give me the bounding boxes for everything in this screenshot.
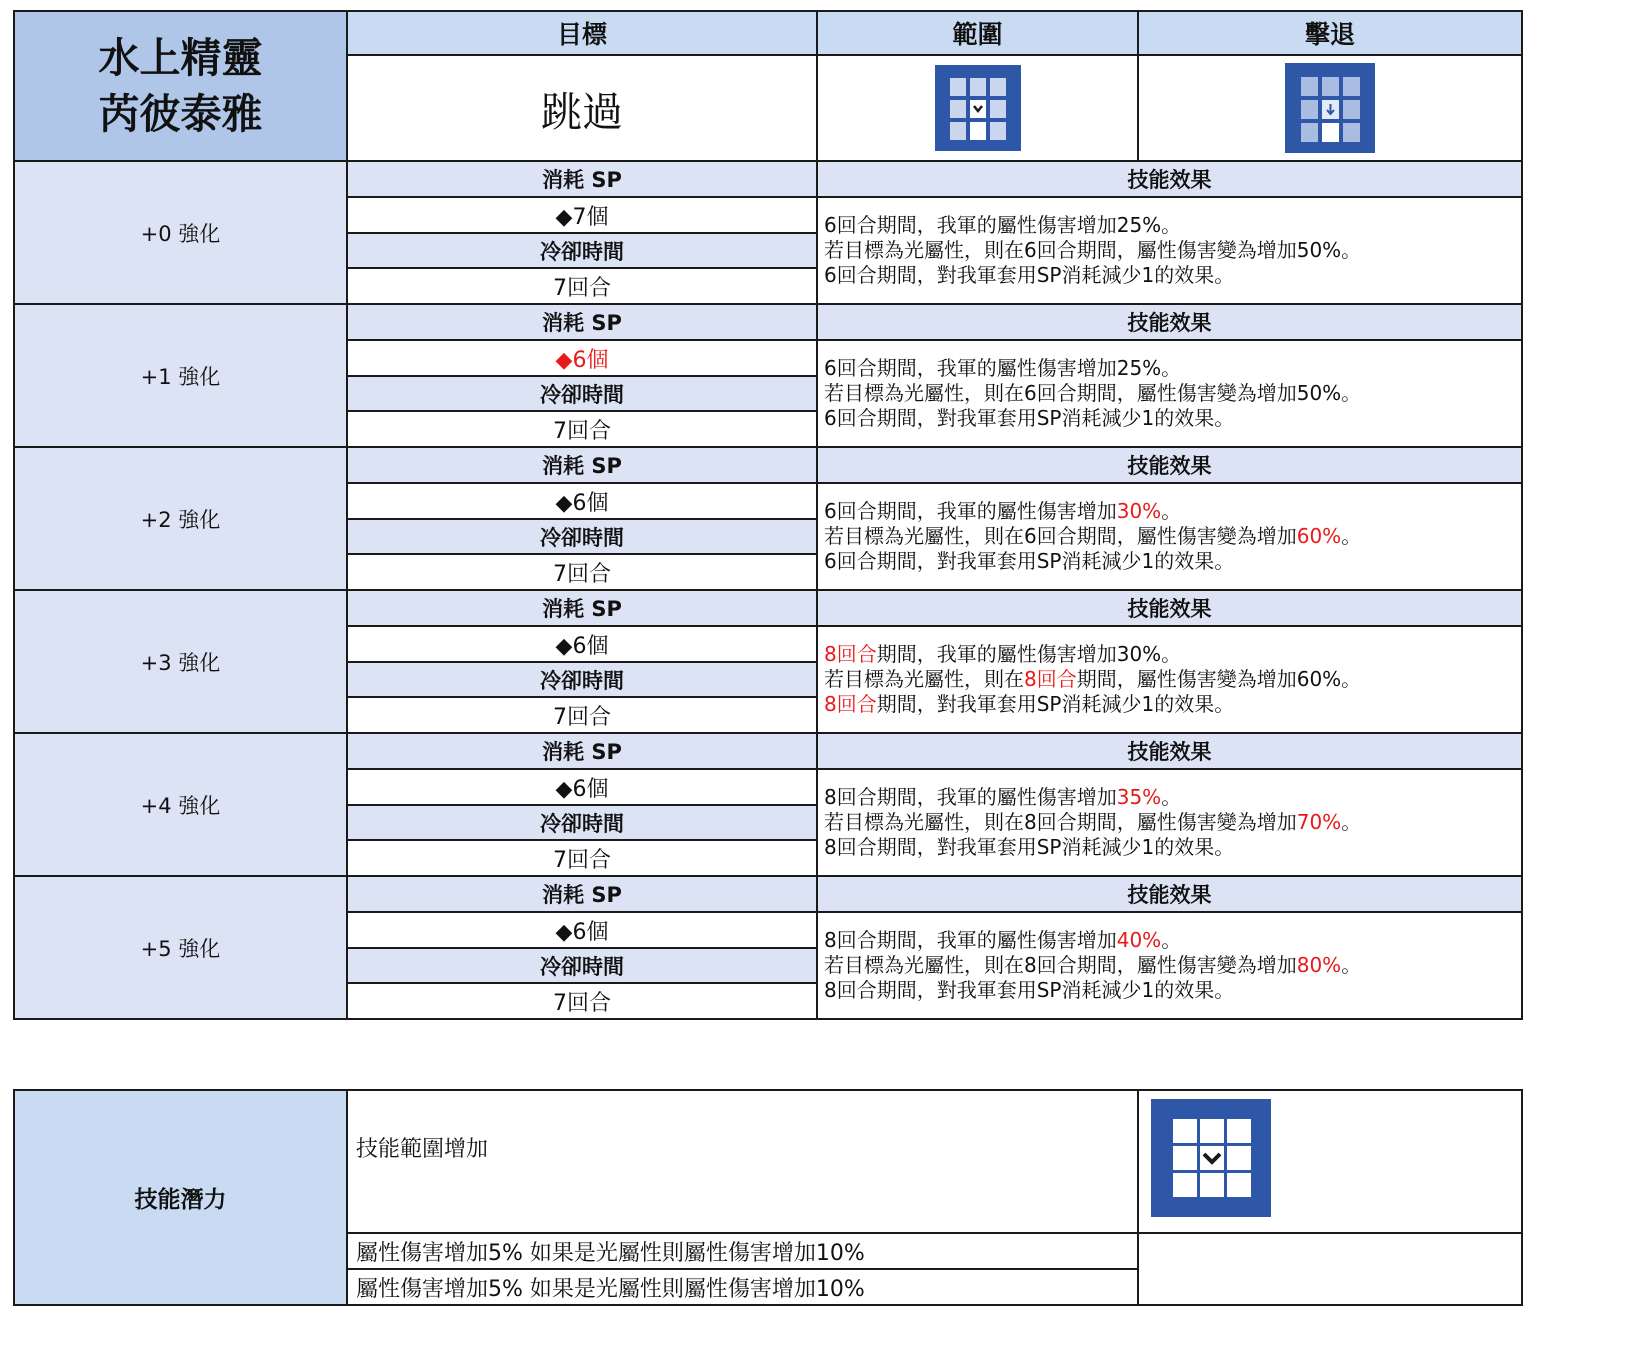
- effect-line: [824, 810, 1521, 835]
- potential-table: [13, 1089, 1523, 1306]
- range-icon-cell: [817, 55, 1138, 161]
- effect-line: [824, 953, 1521, 978]
- effect-line: [824, 356, 1521, 381]
- effect-line: [824, 549, 1521, 574]
- sp-cost-value: ◆6個: [347, 483, 817, 519]
- effect-header: 技能效果: [817, 590, 1522, 626]
- effect-segment: 6回合期間，我軍的屬性傷害增加: [824, 499, 1117, 523]
- effect-segment: 若目標為光屬性，則在: [824, 667, 1024, 691]
- effect-line: [824, 263, 1521, 288]
- cooldown-header: 冷卻時間: [347, 519, 817, 554]
- effect-highlight: 60%: [1296, 524, 1342, 548]
- sp-cost-value: ◆7個: [347, 197, 817, 233]
- level-label: +4 強化: [14, 733, 347, 876]
- potential-label: 技能潛力: [14, 1090, 347, 1305]
- level-label: +2 強化: [14, 447, 347, 590]
- sp-cost-value: ◆6個: [347, 340, 817, 376]
- effect-line: [824, 667, 1521, 692]
- sp-cost-value: ◆6個: [347, 769, 817, 805]
- sp-cost-header: 消耗 SP: [347, 161, 817, 197]
- effect-line: [824, 381, 1521, 406]
- effect-segment: 。: [1161, 785, 1182, 809]
- effect-line: [824, 406, 1521, 431]
- range-grid-icon: [1151, 1099, 1271, 1217]
- effect-header: 技能效果: [817, 447, 1522, 483]
- header-target: 目標: [347, 11, 817, 55]
- sp-cost-header: 消耗 SP: [347, 590, 817, 626]
- effect-highlight: 8回合: [824, 642, 877, 666]
- effect-line: [824, 835, 1521, 860]
- sp-cost-value: ◆6個: [347, 626, 817, 662]
- cooldown-value: 7回合: [347, 268, 817, 304]
- effect-highlight: 8回合: [824, 692, 877, 716]
- effect-segment: 8回合期間，對我軍套用SP消耗減少1的效果。: [824, 978, 1235, 1002]
- cooldown-value: 7回合: [347, 697, 817, 733]
- skill-table: [13, 10, 1523, 1020]
- knockback-icon-cell: [1138, 55, 1522, 161]
- effect-segment: 若目標為光屬性，則在6回合期間，屬性傷害變為增加: [824, 524, 1297, 548]
- effect-text: [817, 626, 1522, 733]
- effect-text: [817, 483, 1522, 590]
- level-label: +1 強化: [14, 304, 347, 447]
- effect-segment: 6回合期間，我軍的屬性傷害增加25%。: [824, 213, 1182, 237]
- cooldown-value: 7回合: [347, 411, 817, 447]
- sp-cost-header: 消耗 SP: [347, 304, 817, 340]
- knockback-grid-icon: [1285, 63, 1375, 153]
- range-grid-icon: [935, 65, 1021, 151]
- sp-cost-header: 消耗 SP: [347, 447, 817, 483]
- level-label: +3 強化: [14, 590, 347, 733]
- effect-text: [817, 197, 1522, 304]
- potential-item: 屬性傷害增加5% 如果是光屬性則屬性傷害增加10%: [347, 1233, 1138, 1269]
- level-label: +0 強化: [14, 161, 347, 304]
- potential-item: 技能範圍增加: [347, 1090, 1138, 1233]
- effect-line: [824, 978, 1521, 1003]
- effect-line: [824, 499, 1521, 524]
- sp-cost-value: ◆6個: [347, 912, 817, 948]
- effect-highlight: 30%: [1116, 499, 1162, 523]
- effect-highlight: 80%: [1296, 953, 1342, 977]
- sp-cost-header: 消耗 SP: [347, 876, 817, 912]
- effect-segment: 期間，屬性傷害變為增加60%。: [1076, 667, 1362, 691]
- effect-line: [824, 642, 1521, 667]
- effect-text: [817, 912, 1522, 1019]
- effect-segment: 若目標為光屬性，則在6回合期間，屬性傷害變為增加50%。: [824, 238, 1362, 262]
- effect-segment: 6回合期間，對我軍套用SP消耗減少1的效果。: [824, 263, 1235, 287]
- effect-segment: 若目標為光屬性，則在8回合期間，屬性傷害變為增加: [824, 953, 1297, 977]
- effect-segment: 若目標為光屬性，則在8回合期間，屬性傷害變為增加: [824, 810, 1297, 834]
- potential-icon-cell: [1138, 1090, 1522, 1233]
- character-name: [14, 11, 347, 161]
- effect-segment: 若目標為光屬性，則在6回合期間，屬性傷害變為增加50%。: [824, 381, 1362, 405]
- effect-segment: 期間，我軍的屬性傷害增加30%。: [876, 642, 1182, 666]
- effect-text: [817, 769, 1522, 876]
- effect-highlight: 40%: [1116, 928, 1162, 952]
- cooldown-header: 冷卻時間: [347, 805, 817, 840]
- effect-segment: 6回合期間，我軍的屬性傷害增加25%。: [824, 356, 1182, 380]
- cooldown-value: 7回合: [347, 554, 817, 590]
- header-range: 範圍: [817, 11, 1138, 55]
- potential-blank-cell: [1138, 1233, 1522, 1305]
- effect-line: [824, 692, 1521, 717]
- effect-segment: 。: [1161, 928, 1182, 952]
- effect-line: [824, 928, 1521, 953]
- potential-item: 屬性傷害增加5% 如果是光屬性則屬性傷害增加10%: [347, 1269, 1138, 1305]
- effect-highlight: 70%: [1296, 810, 1342, 834]
- cooldown-header: 冷卻時間: [347, 948, 817, 983]
- effect-text: [817, 340, 1522, 447]
- effect-segment: 6回合期間，對我軍套用SP消耗減少1的效果。: [824, 549, 1235, 573]
- character-name-line1: 水上精靈: [98, 34, 263, 82]
- effect-highlight: 8回合: [1024, 667, 1077, 691]
- effect-header: 技能效果: [817, 161, 1522, 197]
- effect-line: [824, 213, 1521, 238]
- cooldown-value: 7回合: [347, 840, 817, 876]
- sp-cost-header: 消耗 SP: [347, 733, 817, 769]
- effect-segment: 8回合期間，我軍的屬性傷害增加: [824, 928, 1117, 952]
- effect-segment: 。: [1341, 810, 1362, 834]
- effect-line: [824, 785, 1521, 810]
- effect-segment: 8回合期間，我軍的屬性傷害增加: [824, 785, 1117, 809]
- effect-header: 技能效果: [817, 304, 1522, 340]
- effect-header: 技能效果: [817, 733, 1522, 769]
- cooldown-header: 冷卻時間: [347, 233, 817, 268]
- effect-segment: 。: [1341, 953, 1362, 977]
- effect-highlight: 35%: [1116, 785, 1162, 809]
- cooldown-header: 冷卻時間: [347, 662, 817, 697]
- effect-segment: 期間，對我軍套用SP消耗減少1的效果。: [876, 692, 1235, 716]
- effect-segment: 。: [1161, 499, 1182, 523]
- effect-segment: 8回合期間，對我軍套用SP消耗減少1的效果。: [824, 835, 1235, 859]
- effect-header: 技能效果: [817, 876, 1522, 912]
- cooldown-header: 冷卻時間: [347, 376, 817, 411]
- level-label: +5 強化: [14, 876, 347, 1019]
- header-knockback: 擊退: [1138, 11, 1522, 55]
- character-name-line2: 芮彼泰雅: [98, 90, 263, 138]
- effect-segment: 。: [1341, 524, 1362, 548]
- effect-line: [824, 238, 1521, 263]
- effect-segment: 6回合期間，對我軍套用SP消耗減少1的效果。: [824, 406, 1235, 430]
- cooldown-value: 7回合: [347, 983, 817, 1019]
- target-value: 跳過: [347, 55, 817, 161]
- effect-line: [824, 524, 1521, 549]
